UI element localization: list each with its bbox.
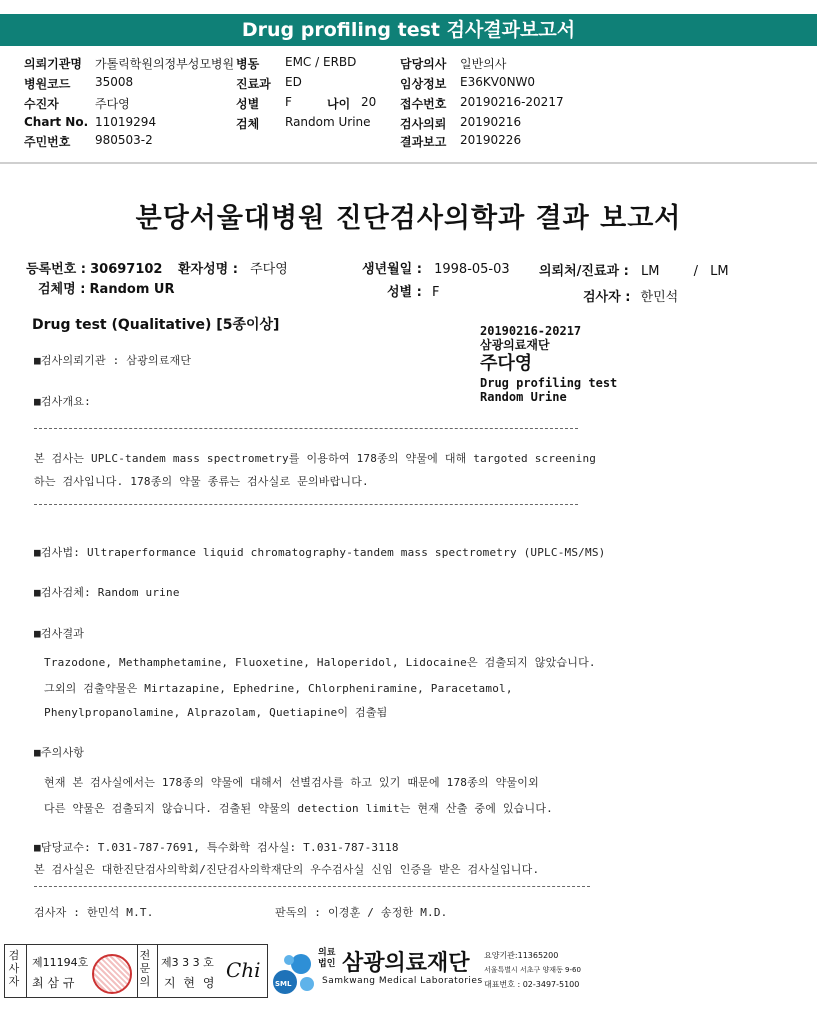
dashed-divider bbox=[34, 886, 590, 887]
dept-value: ED bbox=[285, 75, 302, 89]
dashed-divider bbox=[34, 428, 578, 429]
institution-line: ■검사의뢰기관 : 삼광의료재단 bbox=[34, 354, 192, 367]
age-value: 20 bbox=[361, 95, 377, 109]
stamp-accession: 20190216-20217 bbox=[480, 324, 582, 338]
referral-value: LM bbox=[640, 264, 660, 279]
contact-line: ■담당교수: T.031-787-7691, 특수화학 검사실: T.031-787-3118 bbox=[34, 841, 399, 854]
age-label: 나이 bbox=[327, 97, 351, 111]
referral-dept-value: LM bbox=[710, 264, 729, 279]
doctor-value: 일반의사 bbox=[460, 57, 507, 71]
stamp-test: Drug profiling test bbox=[480, 376, 618, 390]
caution-heading: ■주의사항 bbox=[34, 746, 85, 759]
specimen-value: Random Urine bbox=[285, 115, 371, 129]
examiner-field bbox=[583, 286, 678, 305]
patient-name-label: 환자성명 : bbox=[178, 262, 238, 277]
sex-label: 성별 bbox=[236, 97, 260, 111]
rrn-value: 980503-2 bbox=[95, 133, 153, 147]
qualitative-test-title: Drug test (Qualitative) [5종이상] bbox=[32, 317, 280, 333]
hospital-code-label: 병원코드 bbox=[24, 77, 71, 91]
caution-line-2: 다른 약물은 검출되지 않습니다. 검출된 약물의 detection limit는 현재 산출 중에 있습니다. bbox=[44, 802, 553, 815]
examiner-name: 최 삼 규 bbox=[32, 976, 75, 990]
examiner-label: 검사자 : bbox=[583, 290, 631, 305]
method-line: ■검사법: Ultraperformance liquid chromatography-tandem mass spectrometry (UPLC-MS/MS) bbox=[34, 546, 606, 559]
institution-value: 가톨릭학원의정부성모병원 bbox=[95, 57, 235, 71]
samkwang-logo-icon bbox=[271, 948, 315, 1002]
signature: Chi bbox=[226, 958, 261, 982]
report-date: 20190226 bbox=[460, 133, 522, 147]
ward-label: 병동 bbox=[236, 57, 260, 71]
dashed-divider bbox=[34, 504, 578, 505]
org-name: 삼광의료재단 bbox=[342, 951, 470, 976]
phone: 대표번호 : 02-3497-5100 bbox=[484, 980, 580, 989]
report-title: Drug profiling test 검사결과보고서 bbox=[0, 14, 817, 46]
dept-label: 진료과 bbox=[236, 77, 271, 91]
patient-name-field bbox=[178, 258, 288, 277]
referral-label: 의뢰처/진료과 : bbox=[539, 264, 629, 279]
rrn-label: 주민번호 bbox=[24, 135, 71, 149]
caution-line-1: 현재 본 검사실에서는 178종의 약물에 대해서 선별검사를 하고 있기 때문에 178종의 약물이외 bbox=[44, 776, 539, 789]
certification-line: 본 검사실은 대한진단검사의학회/진단검사의학재단의 우수검사실 신임 인증을 받은 검사실입니다. bbox=[34, 863, 540, 876]
doc-sex-value: F bbox=[431, 285, 440, 300]
examiner-vertical-label: 검 사 자 bbox=[8, 949, 20, 988]
overview-line-2: 하는 검사입니다. 178종의 약물 종류는 검사실로 문의바랍니다. bbox=[34, 475, 369, 488]
patient-value: 주다영 bbox=[95, 97, 130, 111]
accession-label: 접수번호 bbox=[400, 97, 447, 111]
institution-label: 의뢰기관명 bbox=[24, 57, 82, 71]
specimen-name-value: Random UR bbox=[89, 282, 175, 297]
org-english-name: Samkwang Medical Laboratories bbox=[322, 976, 483, 986]
overview-line-1: 본 검사는 UPLC-tandem mass spectrometry를 이용하여 178종의 약물에 대해 targoted screening bbox=[34, 452, 597, 465]
specimen-label: 검체 bbox=[236, 117, 260, 131]
result-line-1: Trazodone, Methamphetamine, Fluoxetine, Haloperidol, Lidocaine은 검출되지 않았습니다. bbox=[44, 656, 596, 669]
result-line-2: 그외의 검출약물은 Mirtazapine, Ephedrine, Chlorpheniramine, Paracetamol, bbox=[44, 682, 513, 695]
specialist-vertical-label: 전 문 의 bbox=[139, 949, 151, 988]
chart-value: 11019294 bbox=[95, 115, 157, 129]
result-line-3: Phenylpropanolamine, Alprazolam, Quetiapine이 검출됨 bbox=[44, 706, 388, 719]
seal-stamp-icon bbox=[92, 954, 132, 994]
clinical-value: E36KV0NW0 bbox=[460, 75, 536, 89]
specimen-line: ■검사검체: Random urine bbox=[34, 586, 180, 599]
doc-sex-field bbox=[387, 281, 439, 300]
result-heading: ■검사결과 bbox=[34, 627, 85, 640]
reviewer-line: 판독의 : 이경훈 / 송정한 M.D. bbox=[275, 906, 448, 919]
logo-badge: SML bbox=[275, 980, 292, 988]
examiner-value: 한민석 bbox=[640, 290, 679, 305]
dob-field bbox=[362, 258, 510, 277]
ward-value: EMC / ERBD bbox=[285, 55, 357, 69]
stamp-specimen: Random Urine bbox=[480, 390, 567, 404]
report-header bbox=[0, 0, 817, 165]
scanned-report bbox=[0, 166, 817, 936]
referral-field bbox=[539, 260, 729, 279]
header-divider bbox=[0, 162, 817, 164]
report-label: 결과보고 bbox=[400, 135, 447, 149]
registration-value: 30697102 bbox=[90, 262, 163, 277]
stamp-lab: 삼광의료재단 bbox=[480, 338, 550, 352]
reg-number: 요양기관:11365200 bbox=[484, 951, 559, 960]
specialist-name: 지 현 영 bbox=[164, 976, 217, 990]
overview-heading: ■검사개요: bbox=[34, 395, 91, 408]
tester-line: 검사자 : 한민석 M.T. bbox=[34, 906, 154, 919]
registration-label: 등록번호 : bbox=[26, 262, 86, 277]
request-date: 20190216 bbox=[460, 115, 522, 129]
specimen-label-stamp bbox=[480, 324, 617, 404]
dob-label: 생년월일 : bbox=[362, 262, 422, 277]
stamp-patient: 주다영 bbox=[480, 353, 533, 374]
doctor-label: 담당의사 bbox=[400, 57, 447, 71]
accession-value: 20190216-20217 bbox=[460, 95, 564, 109]
clinical-label: 임상정보 bbox=[400, 77, 447, 91]
patient-name-value: 주다영 bbox=[250, 262, 288, 277]
address: 서울특별시 서초구 양재동 9-60 bbox=[484, 966, 581, 974]
referral-separator: / bbox=[693, 264, 698, 279]
request-label: 검사의뢰 bbox=[400, 117, 447, 131]
specimen-name-field bbox=[38, 278, 174, 297]
registration-field bbox=[26, 258, 162, 277]
dob-value: 1998-05-03 bbox=[434, 262, 510, 277]
specimen-name-label: 검체명 : bbox=[38, 282, 86, 297]
document-title: 분당서울대병원 진단검사의학과 결과 보고서 bbox=[135, 203, 682, 234]
org-prefix: 의료 법인 bbox=[318, 948, 336, 969]
hospital-code-value: 35008 bbox=[95, 75, 134, 89]
sex-value: F bbox=[285, 95, 292, 109]
examiner-license: 제11194호 bbox=[32, 956, 89, 969]
chart-label: Chart No. bbox=[24, 115, 89, 129]
patient-label: 수진자 bbox=[24, 97, 59, 111]
specialist-license: 제3 3 3 호 bbox=[161, 956, 214, 969]
report-footer bbox=[0, 940, 817, 1010]
doc-sex-label: 성별 : bbox=[387, 285, 422, 300]
